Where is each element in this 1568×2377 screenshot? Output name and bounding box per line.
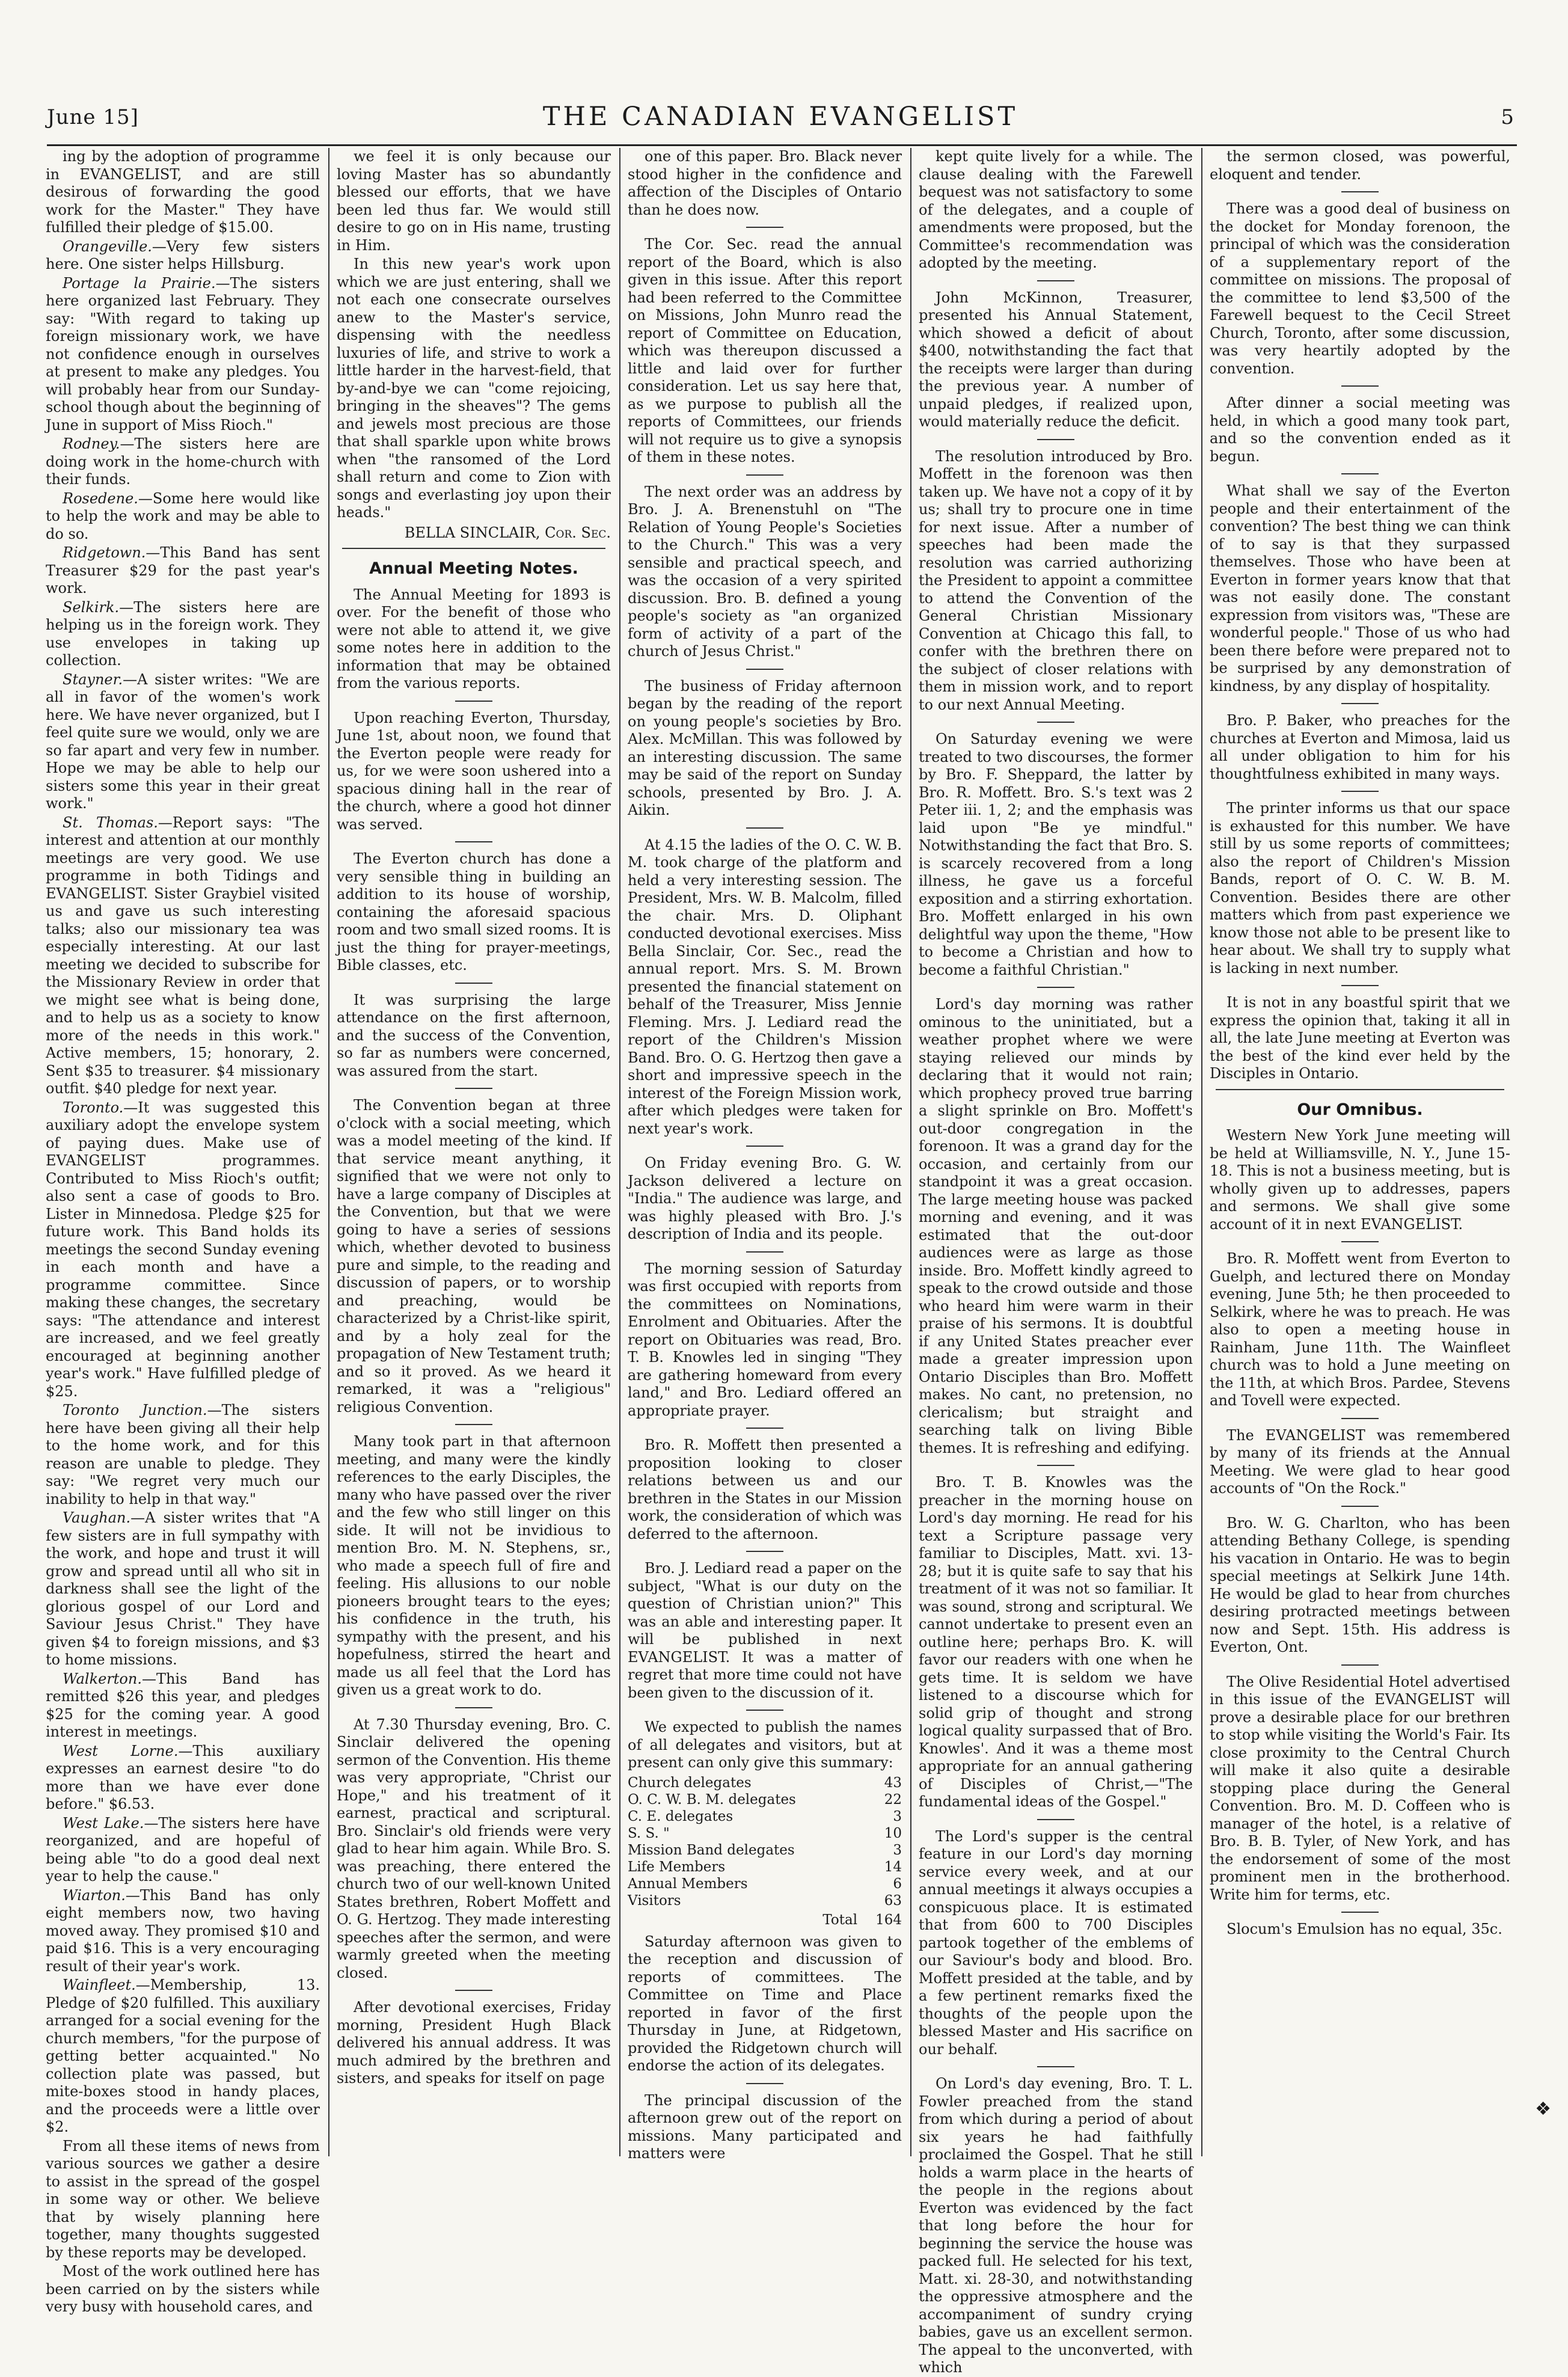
- tally-value: 3: [893, 1842, 902, 1858]
- paragraph-divider: [1341, 1418, 1379, 1419]
- tally-value: 14: [884, 1859, 902, 1875]
- paragraph-divider: [455, 1990, 492, 1991]
- paragraph: On Lord's day evening, Bro. T. L. Fowler preached from the stand from which during a period of about six years he had faithfully proclaimed the Gospel. That he still holds a warm place in the hearts of the people in the regions about Everton was evidenced by the fact that long before the hour for beginning the service the house was packed full. He selected for his text, Matt. xi. 28-30, and notwithstanding the oppressive atmosphere and the accompaniment of sundry crying babies, gave us an excellent sermon. The appeal to the unconverted, with which: [919, 2075, 1193, 2376]
- tally-label: S. S. ": [628, 1825, 670, 1841]
- column-5: [1210, 148, 1510, 2156]
- column-1: [46, 148, 320, 2315]
- column-rule: [328, 148, 329, 2156]
- tally-row: [628, 1859, 902, 1876]
- paragraph: The resolution introduced by Bro. Moffett in the forenoon was then taken up. We have not a copy of it by us; shall try to procure one in time for next issue. After a number of speeches had been made the resolution was carried authorizing the President to appoint a committee to attend the Convention of the General Christian Missionary Convention at Chicago this fall, to confer with the brethren there on the subject of closer relations with them in mission work, and to report to our next Annual Meeting.: [919, 447, 1193, 713]
- paragraph-divider: [455, 841, 492, 842]
- column-3: [628, 148, 902, 2162]
- section-title-annual-meeting: Annual Meeting Notes.: [369, 559, 578, 578]
- paragraph: Bro. T. B. Knowles was the preacher in the morning house on Lord's day morning. He read for his text a Scripture passage very familiar to Disciples, Matt. xvi. 13-28; but it is quite safe to say that his treatment of it was not so familiar. It was sound, strong and scriptural. We cannot undertake to present even an outline here; perhaps Bro. K. will favor our readers with one when he gets time. It is seldom we have listened to a discourse which for solid grip of thought and strong logical quality surpassed that of Bro. Knowles'. And it was a theme most appropriate for an annual gathering of Disciples of Christ,—"The fundamental ideas of the Gospel.": [919, 1474, 1193, 1810]
- paragraph-divider: [1037, 1819, 1074, 1820]
- paragraph: West Lorne.—This auxiliary expresses an earnest desire "to do more than we have ever done before." $6.53.: [46, 1742, 320, 1812]
- paragraph: The Everton church has done a very sensible thing in building an addition to its house of worship, containing the aforesaid spacious room and two small sized rooms. It is just the thing for prayer-meetings, Bible classes, etc.: [337, 850, 611, 974]
- paragraph-divider: [1037, 722, 1074, 723]
- paragraph: Wiarton.—This Band has only eight members now, two having moved away. They promised $10 and paid $16. This is a very encouraging result of their year's work.: [46, 1886, 320, 1975]
- paragraph-divider: [1341, 385, 1379, 387]
- tally-total-value: 164: [875, 1912, 902, 1928]
- signature: BELLA SINCLAIR, Cor. Sec.: [404, 524, 611, 541]
- paragraph: The EVANGELIST was remembered by many of its friends at the Annual Meeting. We were glad to hear good accounts of "On the Rock.": [1210, 1426, 1510, 1497]
- tally-label: Visitors: [628, 1892, 681, 1909]
- paragraph: Rodney.—The sisters here are doing work in the home-church with their funds.: [46, 435, 320, 488]
- paragraph: Rosedene.—Some here would like to help the work and may be able to do so.: [46, 489, 320, 542]
- paragraph: At 4.15 the ladies of the O. C. W. B. M. took charge of the platform and held a very interesting session. The President, Mrs. W. B. Malcolm, filled the chair. Mrs. D. Oliphant conducted devotional exercises. Miss Bella Sinclair, Cor. Sec., read the annual report. Mrs. S. M. Brown presented the financial statement on behalf of the Treasurer, Miss Jennie Fleming. Mrs. J. Lediard read the report of the Children's Mission Band. Bro. O. G. Hertzog then gave a short and impressive speech in the interest of the Foreign Mission work, after which pledges were taken for next year's work.: [628, 836, 902, 1137]
- tally-total-label: Total: [822, 1912, 858, 1928]
- paragraph: Upon reaching Everton, Thursday, June 1st, about noon, we found that the Everton people were ready for us, for we were soon ushered into a spacious dining hall in the rear of the church, where a good hot dinner was served.: [337, 709, 611, 833]
- paragraph-divider: [455, 983, 492, 984]
- paragraph: Most of the work outlined here has been carried on by the sisters while very busy with household cares, and: [46, 2263, 320, 2315]
- paragraph: The principal discussion of the afternoon grew out of the report on missions. Many participated and matters were: [628, 2091, 902, 2162]
- paragraph: West Lake.—The sisters here have reorganized, and are hopeful of being able "to do a good deal next year to help the cause.": [46, 1814, 320, 1885]
- tally-label: Church delegates: [628, 1774, 752, 1791]
- tally-label: Mission Band delegates: [628, 1842, 795, 1858]
- paragraph: The Lord's supper is the central feature in our Lord's day morning service every week, and at our annual meetings it always occupies a conspicuous place. It is estimated that from 600 to 700 Disciples partook together of the emblems of our Saviour's body and blood. Bro. Moffett presided at the table, and by a few pertinent remarks fixed the thoughts of the people upon the blessed Master and His sacrifice on our behalf.: [919, 1827, 1193, 2058]
- delegate-summary: [628, 1774, 902, 1928]
- paragraph: Portage la Prairie.—The sisters here organized last February. They say: "With regard to taking up foreign missionary work, we have not confidence enough in ourselves at present to make any pledges. You will probably hear from our Sunday-school though about the beginning of June in support of Miss Rioch.": [46, 274, 320, 434]
- paragraph: Bro. R. Moffett went from Everton to Guelph, and lectured there on Monday evening, June 5th; he then proceeded to Selkirk, where he was to preach. He was also to open a meeting house in Rainham, June 11th. The Wainfleet church was to hold a June meeting on the 11th, at which Bros. Pardee, Stevens and Tovell were expected.: [1210, 1250, 1510, 1409]
- paragraph: Bro. R. Moffett then presented a proposition looking to closer relations between us and our brethren in the States in our Mission work, the consideration of which was deferred to the afternoon.: [628, 1437, 902, 1542]
- paragraph-divider: [455, 1707, 492, 1708]
- paragraph: Selkirk.—The sisters here are helping us in the foreign work. They use envelopes in taking up collection.: [46, 598, 320, 669]
- paragraph-divider: [1341, 1506, 1379, 1507]
- section-title-omnibus: Our Omnibus.: [1297, 1100, 1423, 1119]
- paragraph: Walkerton.—This Band has remitted $26 this year, and pledges $25 for the coming year. A good interest in meetings.: [46, 1670, 320, 1740]
- tally-label: C. E. delegates: [628, 1808, 733, 1824]
- tally-label: Annual Members: [628, 1876, 748, 1892]
- paragraph: Bro. J. Lediard read a paper on the subject, "What is our duty on the question of Christian union?" This was an able and interesting paper. It will be published in next EVANGELIST. It was a matter of regret that more time could not have been given to the discussion of it.: [628, 1560, 902, 1701]
- paragraph-divider: [1341, 1912, 1379, 1913]
- paragraph: Toronto.—It was suggested this auxiliary adopt the envelope system of paying dues. Make use of EVANGELIST programmes. Contributed to Miss Rioch's outfit; also sent a case of goods to Bro. Lister in Minnedosa. Pledge $25 for future work. This Band holds its meetings the second Sunday evening in each month and have a programme committee. Since making these changes, the secretary says: "The attendance and interest are increased, and we feel greatly encouraged at beginning another year's work." Have fulfilled pledge of $25.: [46, 1099, 320, 1400]
- paragraph-divider: [1037, 280, 1074, 281]
- paragraph-divider: [455, 1088, 492, 1089]
- tally-row: [628, 1808, 902, 1825]
- paragraph: we feel it is only because our loving Master has so abundantly blessed our efforts, that we have been led thus far. We would still desire to go on in His name, trusting in Him.: [337, 148, 611, 254]
- tally-row: [628, 1825, 902, 1842]
- paragraph-divider: [455, 701, 492, 702]
- masthead-title: THE CANADIAN EVANGELIST: [542, 102, 1018, 132]
- paragraph-divider: [746, 474, 783, 476]
- column-2: [337, 148, 611, 2156]
- paragraph: Orangeville.—Very few sisters here. One sister helps Hillsburg.: [46, 238, 320, 272]
- paragraph: Western New York June meeting will be held at Williamsville, N. Y., June 15-18. This is not a business meeting, but is wholly given up to addresses, papers and sermons. We shall give some account of it in next EVANGELIST.: [1210, 1127, 1510, 1233]
- page-header: [47, 102, 1514, 141]
- paragraph: We expected to publish the names of all delegates and visitors, but at present can only give this summary:: [628, 1719, 902, 1771]
- paragraph: The Olive Residential Hotel advertised in this issue of the EVANGELIST will prove a desirable place for our brethren to stop while visiting the World's Fair. Its close proximity to the Central Church will make it also quite a desirable stopping place during the General Convention. Bro. M. D. Coffeen who is manager of the hotel, is a relative of Bro. B. B. Tyler, of New York, and has the endorsement of some of the most prominent men in the brotherhood. Write him for terms, etc.: [1210, 1673, 1510, 1903]
- tally-row: [628, 1791, 902, 1808]
- paragraph: The next order was an address by Bro. J. A. Brenenstuhl on "The Relation of Young People's Societies to the Church." This was a very sensible and practical speech, and was the occasion of a very spirited discussion. Bro. B. defined a young people's society as "an organized form of activity of a part of the church of Jesus Christ.": [628, 483, 902, 660]
- paragraph-divider: [746, 669, 783, 670]
- tally-value: 63: [884, 1892, 902, 1909]
- paragraph: Toronto Junction.—The sisters here have been giving all their help to the home work, and for this reason are unable to pledge. They say: "We regret very much our inability to help in that way.": [46, 1402, 320, 1507]
- paragraph: John McKinnon, Treasurer, presented his Annual Statement, which showed a deficit of about $400, notwithstanding the fact that the receipts were larger than during the previous year. A number of unpaid pledges, if realized upon, would materially reduce the deficit.: [919, 289, 1193, 430]
- paragraph: From all these items of news from various sources we gather a desire to assist in the spread of the gospel in some way or other. We believe that by wisely planning here together, many thoughts suggested by these reports may be developed.: [46, 2137, 320, 2261]
- paragraph-divider: [746, 1710, 783, 1711]
- tally-value: 43: [884, 1774, 902, 1791]
- paragraph: kept quite lively for a while. The clause dealing with the Farewell bequest was not satisfactory to some of the delegates, and a couple of amendments were proposed, but the Committee's recommendation was adopted by the meeting.: [919, 148, 1193, 271]
- paragraph-divider: [1341, 1241, 1379, 1242]
- tally-row: [628, 1774, 902, 1791]
- paragraph-divider: [1341, 191, 1379, 192]
- paragraph: It was surprising the large attendance on the first afternoon, and the success of the Convention, so far as numbers were concerned, was assured from the start.: [337, 991, 611, 1079]
- paragraph: the sermon closed, was powerful, eloquent and tender.: [1210, 148, 1510, 183]
- paragraph: The Cor. Sec. read the annual report of the Board, which is also given in this issue. After this report had been referred to the Committee on Missions, John Munro read the report of Committee on Education, which was thereupon discussed a little and laid over for further consideration. Let us say here that, as we purpose to publish all the reports of Committees, our friends will not require us to give a synopsis of them in these notes.: [628, 236, 902, 465]
- paragraph: In this new year's work upon which we are just entering, shall we not each one consecrate ourselves anew to the Master's service, dispensing with the needless luxuries of life, and strive to work a little harder in the harvest-field, that by-and-bye we can "come rejoicing, bringing in the sheaves"? The gems and jewels most precious are those that shall sparkle upon white brows when "the ransomed of the Lord shall return and come to Zion with songs and everlasting joy upon their heads.": [337, 256, 611, 521]
- paragraph: Lord's day morning was rather ominous to the uninitiated, but a weather prophet where we were staying relieved our minds by declaring that it would not rain; which prophecy proved true barring a slight sprinkle on Bro. Moffett's out-door congregation in the forenoon. It was a grand day for the occasion, and certainly from our standpoint it was a great occasion. The large meeting house was packed morning and evening, and it was estimated that the out-door audiences were as large as those inside. Bro. Moffett kindly agreed to speak to the crowd outside and those who heard him were warm in their praise of his sermons. It is doubtful if any United States preacher ever made a greater impression upon Ontario Disciples than Bro. Moffett makes. No cant, no pretension, no clericalism; but straight and searching talk on living Bible themes. It is refreshing and edifying.: [919, 996, 1193, 1456]
- columns: [46, 148, 1519, 2376]
- paragraph-divider: [1037, 2066, 1074, 2067]
- tally-label: O. C. W. B. M. delegates: [628, 1791, 796, 1808]
- paragraph: The Convention began at three o'clock with a social meeting, which was a model meeting of the kind. If that service meant anything, it signified that we were not only to have a large company of Disciples at the Convention, but that we were going to have a series of sessions which, whether devoted to business pure and simple, to the reading and discussion of papers, or to worship and preaching, would be characterized by a Christ-like spirit, and by a holy zeal for the propagation of New Testament truth; and so it proved. As we heard it remarked, it was a "religious" religious Convention.: [337, 1097, 611, 1415]
- paragraph: After devotional exercises, Friday morning, President Hugh Black delivered his annual address. It was much admired by the brethren and sisters, and speaks for itself on page: [337, 1999, 611, 2087]
- paragraph: ing by the adoption of programme in EVANGELIST, and are still desirous of forwarding the good work for the Master." They have fulfilled their pledge of $15.00.: [46, 148, 320, 236]
- paragraph-divider: [1341, 703, 1379, 704]
- paragraph: The Annual Meeting for 1893 is over. For the benefit of those who were not able to attend it, we give some notes here in addition to the information that may be obtained from the various reports.: [337, 586, 611, 692]
- paragraph: Bro. W. G. Charlton, who has been attending Bethany College, is spending his vacation in Ontario. He was to begin special meetings at Selkirk June 14th. He would be glad to hear from churches desiring protracted meetings between now and Sept. 15th. His address is Everton, Ont.: [1210, 1514, 1510, 1655]
- paragraph: At 7.30 Thursday evening, Bro. C. Sinclair delivered the opening sermon of the Convention. His theme was very appropriate, "Christ our Hope," and his treatment of it earnest, practical and scriptural. Bro. Sinclair's old friends were very glad to hear him again. While Bro. S. was preaching, there entered the church two of our well-known United States brethren, Robert Moffett and O. G. Hertzog. They made interesting speeches after the sermon, and were warmly greeted when the meeting closed.: [337, 1716, 611, 1981]
- paragraph: The morning session of Saturday was first occupied with reports from the committees on Nominations, Enrolment and Obituaries. After the report on Obituaries was read, Bro. T. B. Knowles led in singing "They are gathering homeward from every land," and Bro. Lediard offered an appropriate prayer.: [628, 1260, 902, 1419]
- paragraph-divider: [455, 1424, 492, 1425]
- paragraph-divider: [1341, 985, 1379, 986]
- paragraph: Many took part in that afternoon meeting, and many were the kindly references to the early Disciples, the many who have passed over the river and the few who still linger on this side. It will not be invidious to mention Bro. M. N. Stephens, sr., who made a speech full of fire and feeling. His allusions to our noble pioneers brought tears to the eyes; his confidence in the truth, his sympathy with the present, and his hopefulness, stirred the heart and made us all feel that the Lord has given us a great work to do.: [337, 1433, 611, 1698]
- paragraph: Vaughan.—A sister writes that "A few sisters are in full sympathy with the work, and hope and trust it will grow and spread until all who sit in darkness shall see the light of the glorious gospel of our Lord and Saviour Jesus Christ." They have given $4 to foreign missions, and $3 to home missions.: [46, 1509, 320, 1668]
- paragraph-divider: [746, 227, 783, 228]
- paragraph-divider: [746, 2083, 783, 2084]
- tally-row: [628, 1842, 902, 1859]
- margin-mark: ❖: [1535, 2099, 1551, 2120]
- paragraph: Saturday afternoon was given to the reception and discussion of reports of committees. The Committee on Time and Place reported in favor of the first Thursday in June, at Ridgetown, provided the Ridgetown church will endorse the action of its delegates.: [628, 1933, 902, 2074]
- column-rule: [910, 148, 911, 2156]
- paragraph: What shall we say of the Everton people and their entertainment of the convention? The best thing we can think of to say is that they surpassed themselves. Those who have been at Everton in former years know that that was not easily done. The constant expression from visitors was, "These are wonderful people." Those of us who had been there before were prepared not to be surprised by any demonstration of kindness, by any display of hospitality.: [1210, 482, 1510, 695]
- divider: [1216, 1089, 1504, 1090]
- tally-value: 3: [893, 1808, 902, 1824]
- paragraph-divider: [746, 827, 783, 829]
- paragraph-divider: [1037, 439, 1074, 440]
- paragraph-divider: [1341, 473, 1379, 474]
- issue-date: June 15]: [47, 105, 139, 129]
- paragraph: It is not in any boastful spirit that we express the opinion that, taking it all in all, the late June meeting at Everton was the best of the kind ever held by the Disciples in Ontario.: [1210, 994, 1510, 1082]
- paragraph-divider: [1037, 987, 1074, 988]
- tally-row: [628, 1892, 902, 1909]
- paragraph: Stayner.—A sister writes: "We are all in favor of the women's work here. We have never organized, but I feel quite sure we would, only we are so far apart and very few in number. Hope we may be able to help our sisters some this year in their great work.": [46, 670, 320, 812]
- tally-value: 22: [884, 1791, 902, 1808]
- column-rule: [619, 148, 620, 2156]
- paragraph-divider: [746, 1551, 783, 1552]
- paragraph-divider: [746, 1251, 783, 1253]
- tally-value: 6: [893, 1876, 902, 1892]
- column-4: [919, 148, 1193, 2376]
- paragraph: Wainfleet.—Membership, 13. Pledge of $20 fulfilled. This auxiliary arranged for a social evening for the church members, "for the purpose of getting better acquainted." No collection plate was passed, but mite-boxes stood in handy places, and the proceeds were a little over $2.: [46, 1977, 320, 2135]
- paragraph-divider: [746, 1428, 783, 1429]
- paragraph-divider: [1341, 1664, 1379, 1666]
- column-rule: [1201, 148, 1202, 2156]
- paragraph: After dinner a social meeting was held, in which a good many took part, and so the convention ended as it begun.: [1210, 394, 1510, 465]
- paragraph-divider: [746, 1146, 783, 1147]
- paragraph-divider: [1037, 1465, 1074, 1466]
- tally-value: 10: [884, 1825, 902, 1841]
- paragraph: On Saturday evening we were treated to two discourses, the former by Bro. F. Sheppard, the latter by Bro. R. Moffett. Bro. S.'s text was 2 Peter iii. 1, 2; and the emphasis was laid upon "Be ye mindful." Notwithstanding the fact that Bro. S. is scarcely recovered from a long illness, he gave us a forceful exposition and a stirring exhortation. Bro. Moffett enlarged in his own delightful way upon the theme, "How to become a Christian and how to become a faithful Christian.": [919, 731, 1193, 978]
- paragraph: St. Thomas.—Report says: "The interest and attention at our monthly meetings are very good. We use programme in both Tidings and EVANGELIST. Sister Graybiel visited us and gave us such interesting talks; also our missionary tea was especially interesting. At our last meeting we decided to subscribe for the Missionary Review in order that we might see what is being done, and to help us as a society to know more of the needs in this work." Active members, 15; honorary, 2. Sent $35 to treasurer. $4 missionary outfit. $40 pledge for next year.: [46, 814, 320, 1097]
- paragraph: Slocum's Emulsion has no equal, 35c.: [1227, 1921, 1502, 1937]
- tally-total: [628, 1912, 902, 1928]
- paragraph: Bro. P. Baker, who preaches for the churches at Everton and Mimosa, laid us all under obligation to him for his thoughtfulness exhibited in many ways.: [1210, 712, 1510, 782]
- paragraph: The business of Friday afternoon began by the reading of the report on young people's societies by Bro. Alex. McMillan. This was followed by an interesting discussion. The same may be said of the report on Sunday schools, presented by Bro. J. A. Aikin.: [628, 677, 902, 818]
- paragraph: There was a good deal of business on the docket for Monday forenoon, the principal of which was the consideration of a supplementary report of the committee on missions. The proposal of the committee to lend $3,500 of the Farewell bequest to the Cecil Street Church, Toronto, after some discussion, was very heartily adopted by the convention.: [1210, 200, 1510, 377]
- paragraph: Ridgetown.—This Band has sent Treasurer $29 for the past year's work.: [46, 544, 320, 597]
- paragraph: one of this paper. Bro. Black never stood higher in the confidence and affection of the Disciples of Ontario than he does now.: [628, 148, 902, 218]
- paragraph: On Friday evening Bro. G. W. Jackson delivered a lecture on "India." The audience was large, and was highly pleased with Bro. J.'s description of India and its people.: [628, 1155, 902, 1242]
- header-rule: [47, 144, 1517, 146]
- paragraph-divider: [1341, 791, 1379, 792]
- divider: [342, 548, 605, 549]
- paragraph: The printer informs us that our space is exhausted for this number. We have still by us some reports of committees; also the report of Children's Mission Bands, report of O. C. W. B. M. Convention. Besides there are other matters which from past experience we know those not able to be present like to hear about. We shall try to supply what is lacking in next number.: [1210, 800, 1510, 977]
- tally-row: [628, 1876, 902, 1892]
- page-number: 5: [1501, 105, 1514, 129]
- tally-label: Life Members: [628, 1859, 726, 1875]
